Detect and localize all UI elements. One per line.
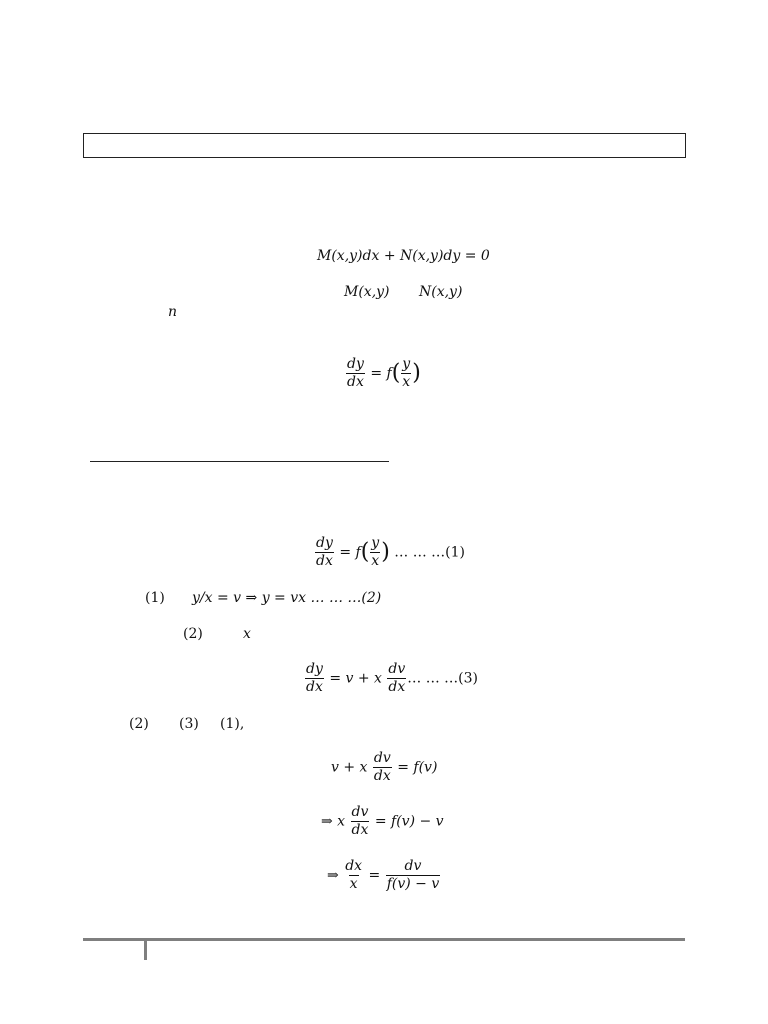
implies-sign: ⇒: [327, 867, 339, 884]
fraction-denominator: dx: [351, 822, 369, 838]
fraction-denominator: dx: [388, 679, 406, 695]
y-over-x-fraction: [401, 356, 411, 391]
equation-6: [327, 858, 441, 893]
fraction-denominator: x: [371, 553, 380, 569]
fraction-numerator: dy: [306, 661, 323, 677]
general-equation-text: M(x,y)dx + N(x,y)dy = 0: [317, 248, 490, 264]
dv-dx-fraction: [373, 750, 392, 785]
fraction-numerator: dy: [316, 535, 333, 551]
function-n: N(x,y): [419, 284, 463, 300]
dy-dx-fraction: [305, 661, 324, 696]
fraction-numerator: y: [402, 356, 411, 372]
fraction-denominator: x: [349, 876, 358, 892]
fraction-numerator: dv: [388, 661, 406, 677]
dv-over-f-minus-v-fraction: [386, 858, 441, 893]
equals-f: = f: [339, 544, 361, 561]
fraction-numerator: dx: [345, 858, 363, 874]
function-m: M(x,y): [344, 284, 390, 300]
derivative-fraction: [346, 356, 365, 391]
equation-4: [331, 750, 437, 785]
derivative-fraction: [315, 535, 334, 570]
footer-rule: [83, 938, 685, 941]
footer-page-divider: [144, 941, 147, 960]
fraction-denominator: dx: [347, 374, 364, 390]
dx-over-x-fraction: [344, 858, 363, 893]
equals-f-of-v-minus-v: = f(v) − v: [374, 813, 444, 830]
fraction-numerator: dv: [404, 858, 422, 874]
fraction-numerator: dy: [347, 356, 364, 372]
v-plus-x: = v + x: [329, 670, 382, 687]
section-heading-underline: [90, 461, 389, 462]
equation-5: [321, 804, 444, 839]
equation-number: … … …(1): [394, 544, 465, 561]
equation-number: … … …(3): [407, 670, 479, 687]
y-over-x-fraction: [370, 535, 380, 570]
dv-dx-fraction: [387, 661, 406, 696]
ref-2b: (2): [129, 716, 149, 732]
ref-2: (2): [183, 626, 203, 642]
fraction-numerator: dv: [373, 750, 391, 766]
title-box: [83, 133, 686, 158]
implies-x: ⇒ x: [321, 813, 346, 830]
ref-3: (3): [179, 716, 199, 732]
fraction-denominator: x: [402, 374, 411, 390]
degree-n: n: [168, 304, 178, 320]
homogeneous-form: $\frac{dy}{dx}$ = f( $\frac{y}{x}$ ): [347, 356, 421, 390]
fraction-numerator: dv: [351, 804, 369, 820]
ref-1: (1): [145, 590, 165, 606]
fraction-numerator: y: [371, 535, 380, 551]
equation-3: [304, 661, 478, 696]
dv-dx-fraction: [351, 804, 370, 839]
fraction-denominator: dx: [306, 679, 323, 695]
substitution-equation: y/x = v ⇒ y = vx … … …(2): [192, 590, 382, 606]
equals-sign: =: [368, 867, 381, 884]
equation-1: $\frac{dy}{dx}$ = f( $\frac{y}{x}$ ) … … …(1): [316, 535, 465, 569]
equals-f-of-v: = f(v): [397, 759, 438, 776]
fraction-denominator: dx: [316, 553, 333, 569]
ref-1b: (1),: [220, 716, 245, 732]
fraction-denominator: f(v) − v: [386, 876, 440, 892]
variable-x: x: [243, 626, 251, 642]
general-equation: [317, 248, 490, 264]
fraction-denominator: dx: [373, 768, 391, 784]
equals-f: = f: [370, 365, 392, 382]
v-plus-x: v + x: [331, 759, 368, 776]
